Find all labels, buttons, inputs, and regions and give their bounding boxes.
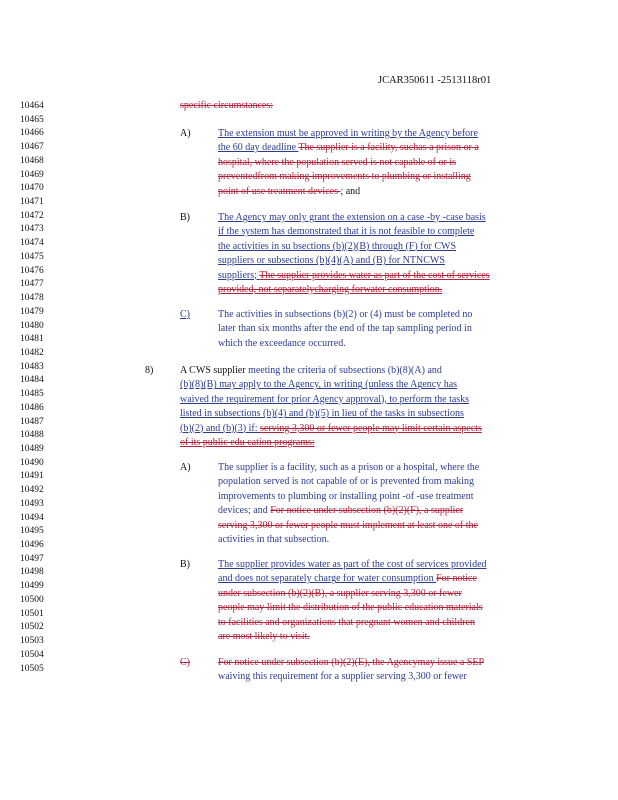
text-run: The extension must be approved in writing by the Agency before: [218, 128, 478, 139]
line-number: 10497: [20, 553, 44, 564]
text-row: [180, 364, 482, 378]
text-run: A CWS supplier: [180, 365, 249, 376]
text-row: [218, 322, 472, 336]
line-number: 10492: [20, 485, 44, 496]
line-number: 10499: [20, 581, 44, 592]
line-number: 10464: [20, 101, 44, 111]
item-label-C-2: C): [180, 657, 190, 668]
text-run: provided, not separatelycharging forwater consumption.: [218, 283, 443, 295]
text-row: [218, 461, 479, 475]
text-run: The Agency may only grant the extension on a case -by -case basis: [218, 212, 486, 223]
text-run: meeting the criteria of subsections (b)(8)(A) and: [248, 365, 442, 376]
text-row: [218, 170, 479, 184]
line-number: 10500: [20, 594, 44, 605]
line-number: 10480: [20, 320, 44, 331]
text-run: (b)(8)(B) may apply to the Agency, in writing (unless the Agency has: [180, 379, 458, 391]
line-number: 10488: [20, 430, 44, 441]
document-header-id: JCAR350611 -2513118r01: [378, 75, 492, 86]
text-row: [218, 572, 487, 586]
text-run: later than six months after the end of the tap sampling period in: [218, 323, 472, 335]
text-row: [218, 283, 490, 297]
item-label-A-2: A): [180, 462, 191, 473]
item-label-A-1: A): [180, 128, 191, 139]
line-number: 10495: [20, 526, 44, 537]
line-number: 10490: [20, 457, 44, 468]
text-run: serving 3,300 or fewer people must implement at least one of the: [218, 519, 478, 531]
text-run: For notice under subsection (b)(2)(F), a supplier: [270, 505, 464, 517]
line-number: 10477: [20, 279, 44, 290]
line-number: 10474: [20, 238, 44, 249]
line-number: 10494: [20, 512, 44, 523]
line-number: 10472: [20, 210, 44, 221]
text-row: [218, 670, 484, 684]
text-row: [218, 558, 487, 572]
text-row: [218, 240, 490, 254]
text-run: suppliers;: [218, 269, 260, 281]
text-run: activities in that subsection.: [218, 533, 330, 545]
text-row: [218, 254, 490, 268]
text-run: to facilities and organizations that pregnant women and children: [218, 616, 475, 628]
line-number: 10489: [20, 444, 44, 454]
text-row: [180, 378, 482, 392]
paragraph-label-8: 8): [145, 365, 154, 376]
text-run: The supplier provides water as part of the cost of services provided: [218, 559, 487, 570]
line-number: 10476: [20, 265, 44, 276]
line-number: 10484: [20, 375, 44, 386]
line-number: 10478: [20, 293, 44, 304]
line-number: 10496: [20, 540, 44, 551]
text-run: The supplier is a facility, such as a prison or a hospital, where the: [218, 462, 480, 473]
text-run: listed in subsections (b)(4) and (b)(5) in lieu of the tasks in subsections: [180, 408, 464, 420]
text-run: ; and: [340, 185, 361, 197]
line-number: 10473: [20, 224, 44, 235]
text-run: specific circumstances:: [180, 100, 274, 111]
text-row: [218, 185, 479, 199]
text-run: devices; and: [218, 505, 271, 517]
text-row: [218, 504, 479, 518]
item-label-C-1: C): [180, 309, 190, 320]
line-number: 10465: [20, 114, 44, 125]
text-row: [180, 436, 482, 450]
text-row: [218, 269, 490, 283]
text-row: [218, 127, 479, 141]
text-row: [218, 630, 487, 644]
line-number: 10493: [20, 498, 44, 509]
line-number: 10466: [20, 128, 44, 139]
text-run: waived the requirement for prior Agency approval), to perform the tasks: [180, 393, 470, 405]
line-number: 10504: [20, 649, 44, 660]
line-number: 10479: [20, 306, 44, 317]
line-number: 10487: [20, 416, 44, 427]
text-row: [180, 99, 273, 113]
line-number: 10471: [20, 197, 44, 208]
line-number: 10467: [20, 142, 44, 153]
item-text-C-2: [218, 656, 484, 685]
text-row: [218, 587, 487, 601]
text-run: For notice: [436, 573, 477, 585]
text-run: serving 3,300 or fewer people may limit certain aspects: [259, 422, 482, 434]
text-run: For notice under subsection (b)(2)(E), the Agencymay issue a SEP: [218, 657, 485, 668]
line-number: 10498: [20, 567, 44, 578]
item-text-A-1: [218, 127, 479, 199]
line-number: 10502: [20, 622, 44, 633]
line-number: 10503: [20, 636, 44, 647]
line-number: 10501: [20, 608, 44, 619]
line-number: 10482: [20, 347, 44, 358]
text-run: people may limit the distribution of the public education materials: [218, 602, 483, 614]
text-run: if the system has demonstrated that it is not feasible to complete: [218, 226, 475, 238]
text-row: [218, 308, 472, 322]
item-label-B-2: B): [180, 559, 190, 570]
text-row: [218, 490, 479, 504]
text-run: population served is not capable of or is prevented from making: [218, 476, 475, 488]
text-row: [218, 225, 490, 239]
text-run: the 60 day deadline: [218, 142, 299, 154]
text-row: [218, 601, 487, 615]
text-run: improvements to plumbing or installing point -of -use treatment: [218, 490, 474, 502]
text-run: hospital, where the population served is not capable of or is: [218, 156, 456, 168]
text-row: [218, 519, 479, 533]
text-row: [218, 475, 479, 489]
text-run: point of use treatment devices: [218, 185, 341, 197]
item-text-B-1: [218, 211, 490, 297]
text-row: [180, 407, 482, 421]
line-number: 10491: [20, 471, 44, 482]
text-run: under subsection (b)(2)(B), a supplier serving 3,300 or fewer: [218, 587, 462, 599]
text-run: The supplier provides water as part of the cost of services: [259, 269, 490, 281]
text-row: [218, 656, 484, 670]
text-run: preventedfrom making improvements to plumbing or installing: [218, 171, 471, 183]
text-row: [218, 616, 487, 630]
text-run: of its public edu cation programs:: [180, 436, 315, 448]
line-number: 10486: [20, 402, 44, 413]
line-number: 10485: [20, 389, 44, 400]
text-run: are most likely to visit.: [218, 630, 310, 642]
text-run: the activities in su bsections (b)(2)(B) through (F) for CWS: [218, 240, 457, 252]
text-row: [180, 422, 482, 436]
text-run: The activities in subsections (b)(2) or (4) must be completed no: [218, 309, 473, 320]
text-row: [218, 533, 479, 547]
text-row: [180, 393, 482, 407]
text-row: [218, 156, 479, 170]
item-text-B-2: [218, 558, 487, 644]
text-run: waiving this requirement for a supplier serving 3,300 or fewer: [218, 671, 467, 683]
item-label-B-1: B): [180, 212, 190, 223]
text-run: which the exceedance occurred.: [218, 337, 346, 349]
text-run: and does not separately charge for water consumption: [218, 573, 437, 585]
intro-text: [180, 99, 273, 113]
text-row: [218, 141, 479, 155]
text-run: (b)(2) and (b)(3) if:: [180, 422, 260, 434]
line-number: 10470: [20, 183, 44, 194]
item-text-A-2: [218, 461, 479, 547]
text-row: [218, 211, 490, 225]
line-number: 10483: [20, 361, 44, 372]
text-run: The supplier is a facility, suchas a prison or a: [298, 142, 479, 154]
line-number: 10475: [20, 251, 44, 262]
paragraph-text-8: [180, 364, 482, 450]
text-row: [218, 337, 472, 351]
item-text-C-1: [218, 308, 472, 351]
line-number: 10468: [20, 155, 44, 166]
line-number: 10481: [20, 334, 44, 345]
line-number: 10469: [20, 169, 44, 180]
text-run: suppliers or subsections (b)(4)(A) and (B) for NTNCWS: [218, 255, 445, 267]
line-number: 10505: [20, 663, 44, 674]
